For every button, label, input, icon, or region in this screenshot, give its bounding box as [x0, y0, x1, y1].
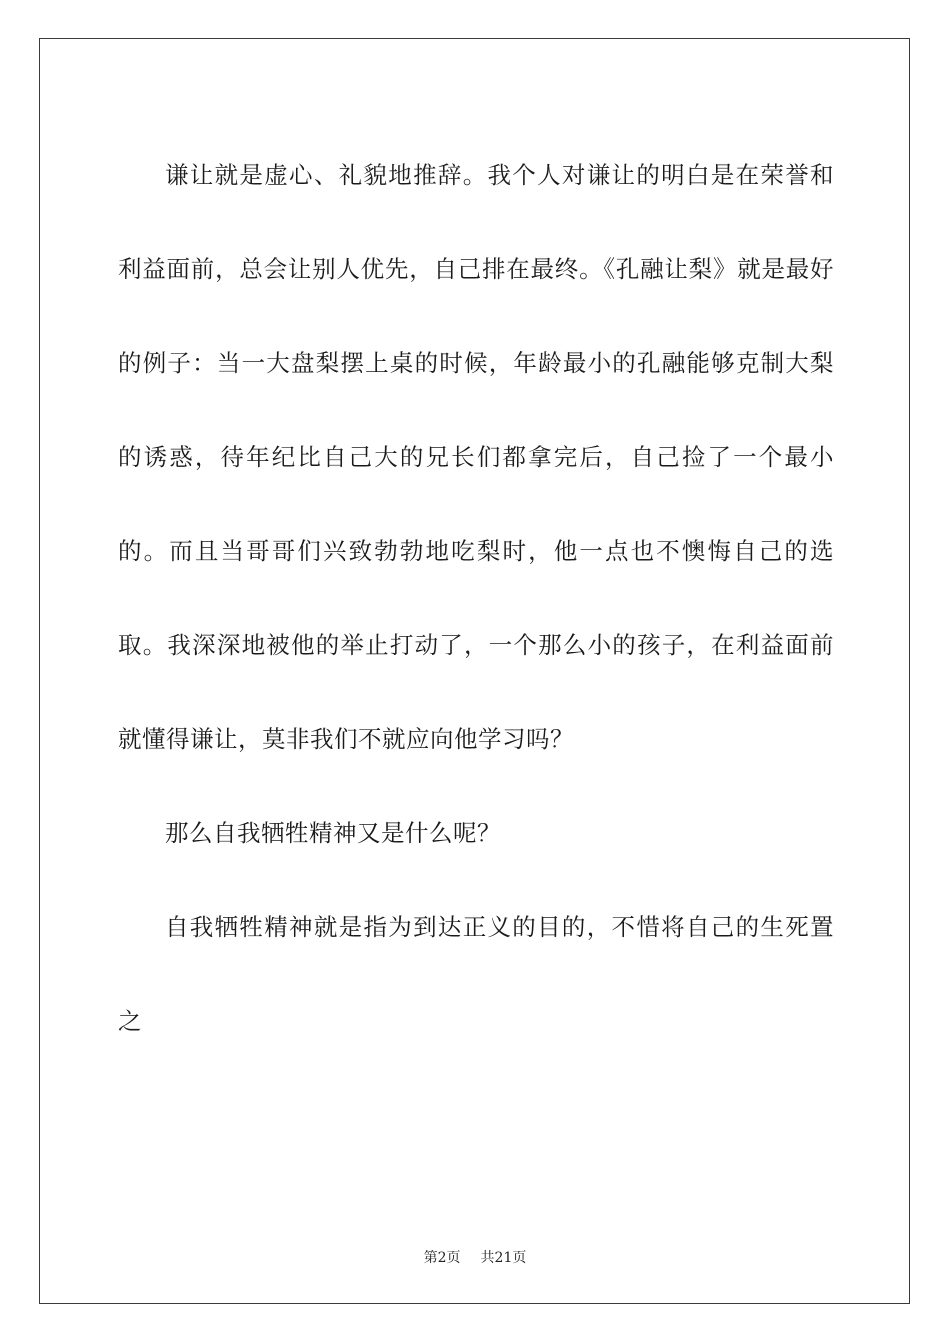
paragraph-3: 自我牺牲精神就是指为到达正义的目的，不惜将自己的生死置之 [118, 913, 834, 1035]
page-number: 第2页 [423, 1250, 461, 1266]
page-footer [0, 1247, 950, 1267]
document-body [118, 128, 834, 1068]
page-total: 共21页 [480, 1250, 527, 1266]
paragraph-1: 谦让就是虚心、礼貌地推辞。我个人对谦让的明白是在荣誉和利益面前，总会让别人优先，自己排在最终。《孔融让梨》就是最好的例子：当一大盘梨摆上桌的时候，年龄最小的孔融能够克制大梨的诱惑，待年纪比自己大的兄长们都拿完后，自己捡了一个最小的。而且当哥哥们兴致勃勃地吃梨时，他一点也不懊悔自己的选取。我深深地被他的举止打动了，一个那么小的孩子，在利益面前就懂得谦让，莫非我们不就应向他学习吗？ [118, 161, 834, 753]
paragraph-2: 那么自我牺牲精神又是什么呢？ [165, 819, 501, 847]
